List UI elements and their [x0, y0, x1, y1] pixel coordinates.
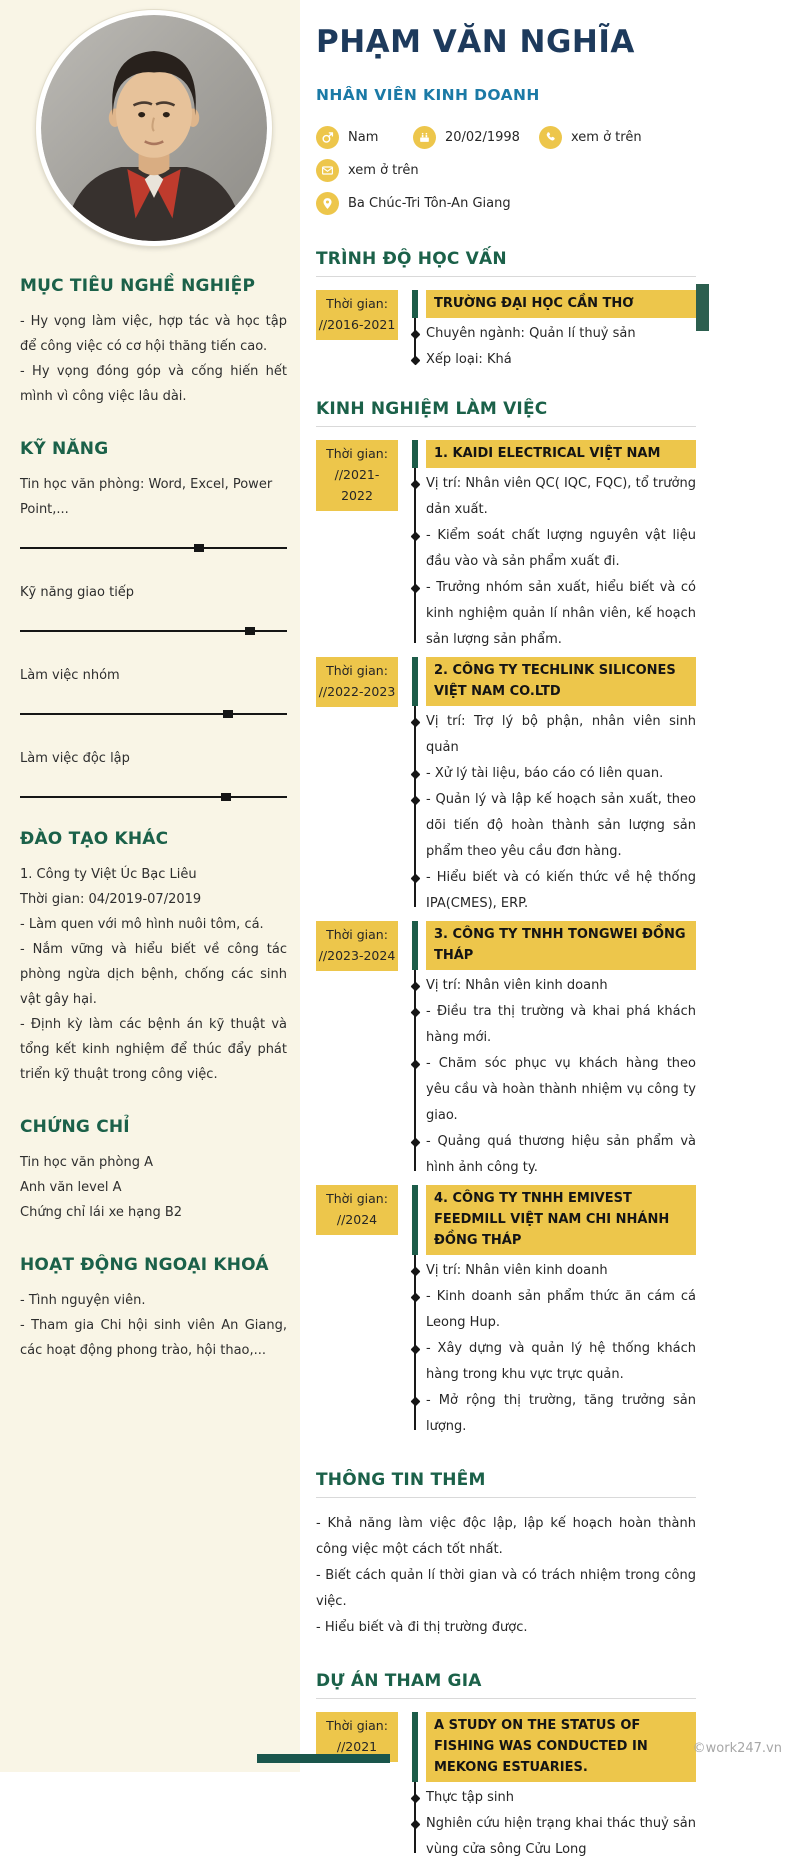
person-name: PHẠM VĂN NGHĨA [316, 24, 635, 60]
experience-detail: - Quảng quá thương hiệu sản phẩm và hình ảnh công ty. [426, 1129, 696, 1181]
time-value: //2024 [336, 1212, 378, 1227]
additional-info-section [316, 1470, 696, 1641]
location-icon [316, 192, 339, 215]
experience-detail: Vị trí: Nhân viên kinh doanh [426, 973, 696, 999]
experience-entry [316, 440, 696, 653]
experience-detail: - Hiểu biết và có kiến thức về hệ thống IPA(CMES), ERP. [426, 865, 696, 917]
project-detail: Nghiên cứu hiện trạng khai thác thuỷ sản vùng cửa sông Cửu Long [426, 1811, 696, 1863]
birthday-contact [413, 126, 539, 149]
entry-body [414, 921, 696, 1181]
phone-icon [539, 126, 562, 149]
time-value: //2016-2021 [318, 317, 396, 332]
other-training-heading: ĐÀO TẠO KHÁC [20, 829, 169, 849]
training-line: - Nắm vững và hiểu biết về công tác phòng ngừa dịch bệnh, chống các sinh vật gây hại. [20, 942, 287, 1007]
objective-heading: MỤC TIÊU NGHỀ NGHIỆP [20, 276, 256, 296]
experience-detail: - Xử lý tài liệu, báo cáo có liên quan. [426, 761, 696, 787]
education-detail: Chuyên ngành: Quản lí thuỷ sản [426, 321, 696, 347]
skill-label: Làm việc nhóm [20, 668, 120, 683]
experience-detail: - Trưởng nhóm sản xuất, hiểu biết và có kinh nghiệm quản lí nhân viên, kế hoạch sản lượng sản phẩm. [426, 575, 696, 653]
phone-contact [539, 126, 642, 149]
skill-slider-knob [245, 627, 255, 635]
time-value: //2021- 2022 [334, 467, 380, 503]
time-label: Thời gian: [326, 296, 388, 311]
gender-icon [316, 126, 339, 149]
experience-detail: - Quản lý và lập kế hoạch sản xuất, theo dõi tiến độ hoàn thành sản lượng sản phẩm theo yêu cầu đơn hàng. [426, 787, 696, 865]
contact-row [316, 126, 696, 149]
time-box [316, 440, 398, 511]
profile-photo [36, 10, 272, 246]
address-value: Ba Chúc-Tri Tôn-An Giang [348, 196, 511, 211]
skill-item [20, 746, 287, 798]
additional-info-line: - Biết cách quản lí thời gian và có trách nhiệm trong công việc. [316, 1568, 696, 1609]
phone-value: xem ở trên [571, 130, 642, 145]
activities-section [20, 1255, 287, 1363]
experience-entry [316, 1185, 696, 1440]
training-line: - Làm quen với mô hình nuôi tôm, cá. [20, 917, 264, 932]
time-box [316, 290, 398, 340]
entry-body [414, 657, 696, 917]
gender-contact [316, 126, 413, 149]
sidebar [0, 0, 300, 1772]
certificates-section [20, 1117, 287, 1225]
additional-info-line: - Hiểu biết và đi thị trường được. [316, 1620, 528, 1635]
time-value: //2023-2024 [318, 948, 396, 963]
certificates-heading: CHỨNG CHỈ [20, 1117, 130, 1137]
skills-heading: KỸ NĂNG [20, 439, 109, 459]
skill-label: Làm việc độc lập [20, 751, 130, 766]
objective-item: - Hy vọng đóng góp và cống hiến hết mình vì công việc lâu dài. [20, 364, 287, 404]
birthday-value: 20/02/1998 [445, 130, 520, 145]
skill-label: Kỹ năng giao tiếp [20, 585, 135, 600]
time-value: //2022-2023 [318, 684, 396, 699]
certificate-line: Tin học văn phòng A [20, 1155, 153, 1170]
right-edge-decoration [696, 284, 709, 331]
main-content [300, 0, 800, 1857]
training-line: Thời gian: 04/2019-07/2019 [20, 892, 202, 907]
experience-detail: - Mở rộng thị trường, tăng trưởng sản lượng. [426, 1388, 696, 1440]
skill-slider [20, 547, 287, 549]
experience-heading: KINH NGHIỆM LÀM VIỆC [316, 399, 696, 427]
project-detail: Thực tập sinh [426, 1785, 696, 1811]
project-title: A STUDY ON THE STATUS OF FISHING WAS CONDUCTED IN MEKONG ESTUARIES. [426, 1712, 696, 1782]
education-detail: Xếp loại: Khá [426, 347, 696, 373]
experience-entry [316, 921, 696, 1181]
education-section [316, 249, 696, 373]
bottom-bar-decoration [257, 1754, 390, 1763]
time-label: Thời gian: [326, 446, 388, 461]
skill-slider [20, 713, 287, 715]
skill-item [20, 472, 287, 549]
other-training-section [20, 829, 287, 1087]
additional-info-heading: THÔNG TIN THÊM [316, 1470, 696, 1498]
job-title: NHÂN VIÊN KINH DOANH [316, 86, 540, 104]
time-box [316, 1185, 398, 1235]
experience-detail: - Kinh doanh sản phẩm thức ăn cám cá Leong Hup. [426, 1284, 696, 1336]
entry-body [414, 1712, 696, 1863]
education-heading: TRÌNH ĐỘ HỌC VẤN [316, 249, 696, 277]
experience-entry [316, 657, 696, 917]
certificate-line: Chứng chỉ lái xe hạng B2 [20, 1205, 183, 1220]
training-line: - Định kỳ làm các bệnh án kỹ thuật và tổng kết kinh nghiệm để thúc đẩy phát triển kỹ thuật trong công việc. [20, 1017, 287, 1082]
email-contact [316, 159, 419, 182]
experience-detail: Vị trí: Nhân viên QC( IQC, FQC), tổ trưởng dản xuất. [426, 471, 696, 523]
skill-slider-knob [194, 544, 204, 552]
contact-row [316, 159, 696, 182]
profile-photo-image [41, 15, 267, 241]
skill-slider [20, 796, 287, 798]
experience-detail: - Xây dựng và quản lý hệ thống khách hàng trong khu vực trực quản. [426, 1336, 696, 1388]
skill-slider-knob [223, 710, 233, 718]
address-contact [316, 192, 511, 215]
experience-detail: - Chăm sóc phục vụ khách hàng theo yêu cầu và hoàn thành nhiệm vụ công ty giao. [426, 1051, 696, 1129]
gender-value: Nam [348, 130, 379, 145]
skill-label: Tin học văn phòng: Word, Excel, Power Point,... [20, 477, 273, 517]
watermark: ©work247.vn [692, 1741, 782, 1756]
contact-row [316, 192, 696, 215]
training-line: 1. Công ty Việt Úc Bạc Liêu [20, 867, 197, 882]
company-title: 3. CÔNG TY TNHH TONGWEI ĐỒNG THÁP [426, 921, 696, 970]
projects-heading: DỰ ÁN THAM GIA [316, 1671, 696, 1699]
skill-item [20, 580, 287, 632]
objective-item: - Hy vọng làm việc, hợp tác và học tập để công việc có cơ hội thăng tiến cao. [20, 314, 287, 354]
activities-heading: HOẠT ĐỘNG NGOẠI KHOÁ [20, 1255, 269, 1275]
company-title: 1. KAIDI ELECTRICAL VIỆT NAM [426, 440, 696, 468]
activity-line: - Tình nguyện viên. [20, 1293, 146, 1308]
company-title: 4. CÔNG TY TNHH EMIVEST FEEDMILL VIỆT NAM CHI NHÁNH ĐỒNG THÁP [426, 1185, 696, 1255]
email-value: xem ở trên [348, 163, 419, 178]
time-label: Thời gian: [326, 663, 388, 678]
time-label: Thời gian: [326, 1718, 388, 1733]
time-value: //2021 [336, 1739, 378, 1754]
entry-body [414, 290, 696, 373]
experience-detail: - Kiểm soát chất lượng nguyên vật liệu đầu vào và sản phẩm xuất đi. [426, 523, 696, 575]
projects-section [316, 1671, 696, 1863]
school-title: TRƯỜNG ĐẠI HỌC CẦN THƠ [426, 290, 696, 318]
project-entry [316, 1712, 696, 1863]
experience-detail: - Điều tra thị trường và khai phá khách hàng mới. [426, 999, 696, 1051]
skill-slider [20, 630, 287, 632]
contact-info [316, 126, 696, 215]
company-title: 2. CÔNG TY TECHLINK SILICONES VIỆT NAM CO.LTD [426, 657, 696, 706]
birthday-icon [413, 126, 436, 149]
time-label: Thời gian: [326, 1191, 388, 1206]
additional-info-line: - Khả năng làm việc độc lập, lập kế hoạch hoàn thành công việc một cách tốt nhất. [316, 1516, 696, 1557]
certificate-line: Anh văn level A [20, 1180, 122, 1195]
email-icon [316, 159, 339, 182]
experience-detail: Vị trí: Nhân viên kinh doanh [426, 1258, 696, 1284]
skills-section [20, 439, 287, 798]
time-box [316, 921, 398, 971]
experience-detail: Vị trí: Trợ lý bộ phận, nhân viên sinh quản [426, 709, 696, 761]
entry-body [414, 440, 696, 653]
skill-slider-knob [221, 793, 231, 801]
objective-section [20, 276, 287, 409]
skill-item [20, 663, 287, 715]
time-label: Thời gian: [326, 927, 388, 942]
avatar-illustration [41, 15, 267, 241]
experience-section [316, 399, 696, 1440]
education-entry [316, 290, 696, 373]
entry-body [414, 1185, 696, 1440]
activity-line: - Tham gia Chi hội sinh viên An Giang, các hoạt động phong trào, hội thao,... [20, 1318, 287, 1358]
time-box [316, 657, 398, 707]
